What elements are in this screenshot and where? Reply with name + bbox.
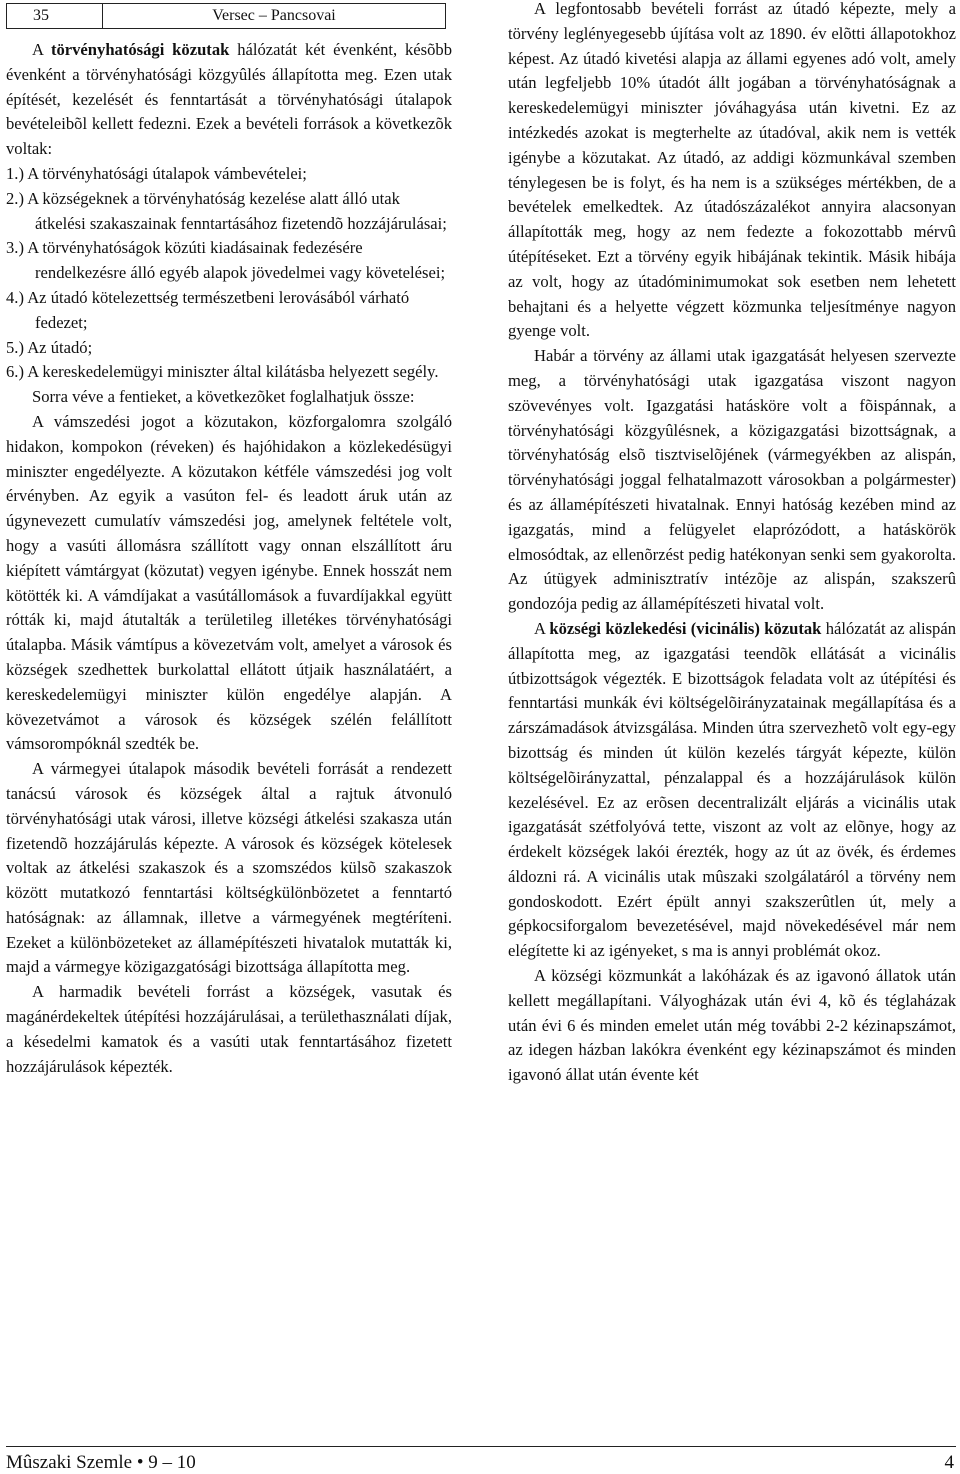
- footer-page-number: 4: [944, 1452, 954, 1473]
- term-torvenyhatosagi-kozutak: törvényhatósági közutak: [50, 40, 230, 59]
- list-item: 2.) A községeknek a törvényhatóság kezelése alatt álló utak átkelési szakaszainak fenntartásához fizetendõ hozzájárulásai;: [6, 188, 447, 233]
- running-head: Versec – Pancsovai: [212, 7, 336, 24]
- paragraph: A harmadik bevételi forrást a községek, vasutak és magánérdekeltek útépítési hozzájárulásai, a területhasználati díjak, a késedelmi kamatok és a vasúti utak fenntartásához fizetett hozzájárulások képezték.: [6, 982, 452, 1076]
- paragraph: Sorra véve a fentieket, a következõket foglalhatjuk össze:: [32, 387, 415, 407]
- page-number: 35: [7, 4, 103, 28]
- bullet-icon: •: [136, 1452, 144, 1473]
- paragraph: A vármegyei útalapok második bevételi forrását a rendezett tanácsú városok és községek által a rajtuk átvonuló törvényhatósági utak városi, illetve községi átkelési szakasza után fizetendõ hozzájárulás képezte. A városok és községek kötelesek voltak az átkelési szakaszok és a szomszédos külsõ szakaszok között mutatkozó fenntartási költségkülönbözetet a fenntartó hatóságnak: az államnak, illetve a vármegyének megtéríteni. Ezeket a különbözeteket az államépítészeti hivatalok mutatták ki, majd a vármegye közigazgatósági bizottsága állapította meg.: [6, 759, 452, 977]
- paragraph-vicinalis: A községi közlekedési (vicinális) közutak hálózatát az alispán állapította meg, az igazgatási teendõk ellátását a vicinális útbizottságok végezték. E bizottságok feladata volt az útépítési és fenntartási munkák évi költségelõirányzatainak megállapítása és a zárszámadások átvizsgálása. Minden útra szervezhetõ volt egy-egy bizottság és minden út külön kezelés tárgyát képezte, külön költségelõirányzattal, pénzalappal és a hozzájárulások külön kezelésével. Ez az erõsen decentralizált eljárás a vicinális utak igazgatását szétfolyóvá tette, viszont az volt az elõnye, hogy az érdekelt községek lakói érezték, hogy az út az övék, és érdemes áldozni rá. A vicinális utak mûszaki szolgálatáról a törvény nem gondoskodott. Ezért épült annyi szakszerûtlen út, mely a gépkocsiforgalom bevezetésével, majd növekedésével már nem elégítette ki az igényeket, s ma is annyi problémát okoz.: [508, 618, 956, 961]
- list-item: 3.) A törvényhatóságok közúti kiadásainak fedezésére rendelkezésre álló egyéb alapok jövedelmei vagy követelései;: [6, 238, 446, 283]
- paragraph: A községi közmunkát a lakóházak és az igavonó állatok után kellett megállapítani. Vályogházak után évi 4, kõ és téglaházak után évi 6 és minden emelet után még további 2-2 kézinapszámot, az idegen házban lakókra évenként egy kézinapszámot és minden igavonó állat után évente két: [508, 966, 956, 1085]
- paragraph-intro: A törvényhatósági közutak hálózatát két évenként, késõbb évenként a törvényhatósági közgyûlés állapította meg. Ezen utak építését, kezelését és fenntartását a törvényhatósági útalapok bevételeibõl kellett fedezni. Ezek a bevételi források a következõk voltak:: [6, 40, 452, 159]
- paragraph: Habár a törvény az állami utak igazgatását helyesen szervezte meg, a törvényhatósági utak igazgatása viszont nagyon szövevényes volt. Igazgatási hatásköre volt a fõispánnak, a törvényhatósági közgyûlésnek, a közigazgatási bizottságnak, a törvényhatóság elsõ tisztviselõjének (vármegyékben az alispán, törvényhatósági joggal felhatalmazott városokban a polgármester) és az államépítészeti hivatalnak. Ennyi hatóság kezében mind az igazgatás, mind a felügyelet elaprózódott, a hatáskörök elmosódtak, az ellenõrzést pedig hatékonyan senki sem gyakorolta. Az útügyek adminisztratív intézõje az alispán, szakszerû gondozója pedig az államépítészeti hivatal volt.: [508, 346, 956, 614]
- left-column: [6, 38, 452, 1079]
- journal-title: Mûszaki Szemle • 9 – 10: [6, 1452, 196, 1473]
- list-item: 6.) A kereskedelemügyi miniszter által kilátásba helyezett segély.: [6, 362, 439, 382]
- term-kozsegi-kozutak: községi közlekedési (vicinális) közutak: [549, 618, 822, 638]
- right-column: [508, 0, 956, 1088]
- page-header: [6, 3, 446, 29]
- list-item: 5.) Az útadó;: [6, 337, 93, 357]
- list-item: 4.) Az útadó kötelezettség természetbeni lerovásából várható fedezet;: [6, 287, 410, 332]
- paragraph: A legfontosabb bevételi forrást az útadó képezte, mely a törvény leglényegesebb újítása volt az 1890. év elõtti állapotokhoz képest. Az útadó kivetési alapja az állami egyenes adó volt, amely után legfeljebb 10% útadót állt jogában a törvényhatóságnak a kereskedelemügyi miniszter jóváhagyása után kivetni. Ez az intézkedés azokat is megterhelte az útadóval, akik nem is vették igénybe a közutakat. Az útadó, az addigi közmunkával szemben ténylegesen be is folyt, és ha nem is a szükséges mértékben, de a bevételek emelkedtek. Az útadószázalékot annyira alacsonyan állapították meg, hogy az nem fedezte a fokozottabb mérvû útépítéseket. Ezt a törvény egyik hibájának tekintik. Másik hibája az volt, hogy az útadóminimumokat sok esetben nem lehetett behajtani és a helyette végzett közmunka teljesítménye nagyon gyenge volt.: [508, 0, 956, 341]
- footer-divider: [6, 1446, 956, 1447]
- list-item: 1.) A törvényhatósági útalapok vámbevételei;: [6, 163, 307, 183]
- paragraph: A vámszedési jogot a közutakon, közforgalomra szolgáló hidakon, kompokon (réveken) és hajóhidakon a közlekedésügyi miniszter engedélyezte. A közutakon kétféle vámszedési jog volt érvényben. Az egyik a vasúton fel- és leadott áruk után az úgynevezett cumulatív vámszedési jog, amelynek feltétele volt, hogy a vasúti állomásra szállított vagy onnan elszállított áru kiépített vámtárgyat (közutat) vegyen igénybe. Ennek hosszát nem kötötték ki. A vámdíjakat a vasútállomások a fuvardíjakkal együtt rótták ki, majd átutalták a területileg illetékes törvényhatósági útalapba. Másik vámtípus a kövezetvám volt, amelyet a városok és községek szedhettek burkolattal ellátott útjaik használatáért, a kereskedelemügyi miniszter külön engedélye alapján. A kövezetvámot a városok és községek szélén felállított vámsorompóknál szedték be.: [6, 411, 452, 754]
